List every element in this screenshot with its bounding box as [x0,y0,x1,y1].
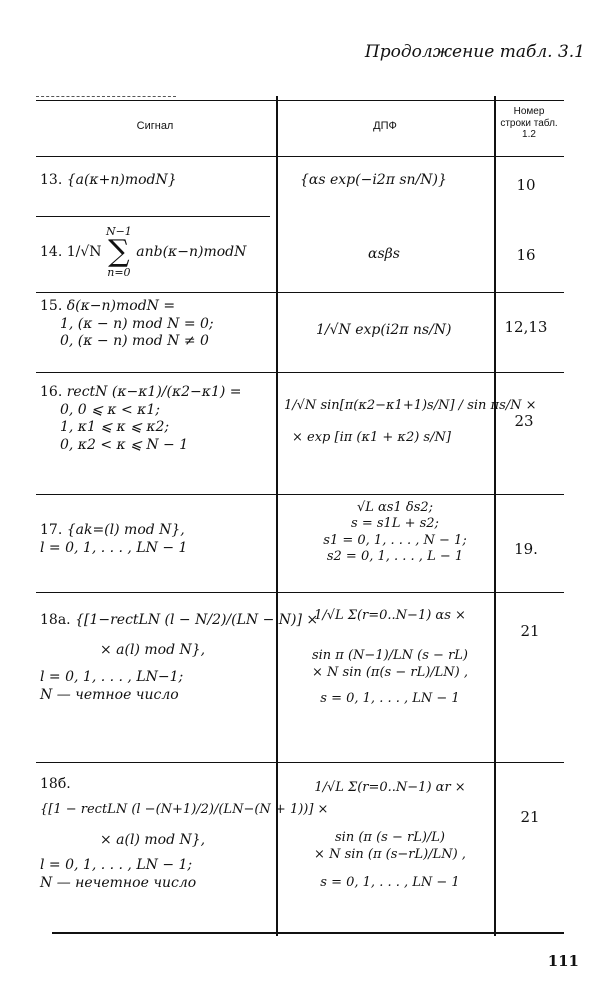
row-17-dft [300,500,490,565]
dft-line: s2 = 0, 1, . . . , L − 1 [326,548,464,564]
dft-expr: αsβs [368,246,400,262]
dft-line: 1/√L Σ(r=0..N−1) αr × [314,780,466,795]
row-14 [40,226,246,278]
row-18b [40,776,328,892]
sum-upper: N−1 [105,225,132,238]
header-top-rule [36,100,564,101]
dft-line: 1/√N sin[π(κ2−κ1+1)s/N] / sin πs/N × [284,398,537,413]
row-id: 18а. [40,612,71,628]
dft-line: 1/√L Σ(r=0..N−1) αs × [314,608,466,623]
dft-line: sin π (N−1)/LN (s − rL) [311,648,469,664]
row-14-dft [368,246,400,264]
signal-case: 0, 0 ⩽ κ < κ1; [60,401,160,418]
row-rule [36,216,270,217]
sum-lower: n=0 [107,266,131,279]
row-15 [40,298,214,351]
row-18b-ref: 21 [520,808,540,826]
signal-line: δ(κ−n)modN = [66,298,176,314]
row-id: 16. [40,384,63,400]
row-13-ref: 10 [516,176,536,194]
row-16-ref: 23 [514,412,534,430]
signal-line: l = 0, 1, . . . , LN−1; [40,669,184,685]
header-bottom-rule [36,156,564,157]
col-header-ref: Номер строки табл. 1.2 [500,106,558,140]
signal-case: 1, κ1 ⩽ κ ⩽ κ2; [60,419,170,435]
row-rule [36,762,564,763]
row-id: 15. [40,298,63,314]
row-rule [36,592,564,593]
dft-line: s = 0, 1, . . . , LN − 1 [320,690,460,706]
page-number: 111 [547,952,579,970]
row-18a [40,612,318,704]
signal-line: × a(l) mod N}, [100,641,206,658]
signal-line: rectN (κ−κ1)/(κ2−κ1) = [66,384,242,400]
row-rule [36,372,564,373]
sigma-icon: ∑ [108,234,130,269]
dft-line: √L αs1 δs2; [356,500,434,515]
row-17 [40,522,187,557]
signal-line: {[1−rectLN (l − N/2)/(LN − N)] × [75,612,319,628]
row-14-ref: 16 [516,246,536,264]
row-rule [36,292,564,293]
row-13-dft [300,172,447,190]
top-rule-dashed [36,96,176,98]
col-separator-2 [494,96,496,936]
row-id: 18б. [40,776,71,792]
row-18a-ref: 21 [520,622,540,640]
row-id: 17. [40,522,63,538]
row-rule [36,494,564,495]
dft-line: sin (π (s − rL)/L) [335,830,445,846]
table-bottom-rule [52,932,564,934]
signal-case: 1, (κ − n) mod N = 0; [60,315,214,332]
sum-operator [106,226,132,278]
row-13 [40,172,177,190]
signal-case: 0, κ2 < κ ⩽ N − 1 [60,436,189,453]
signal-line: {[1 − rectLN (l −(N+1)/2)/(LN−(N + 1))] × [40,801,329,817]
signal-line: × a(l) mod N}, [100,831,206,848]
row-15-dft [316,322,452,340]
signal-term: anb(κ−n)modN [136,244,247,260]
row-18a-dft [288,608,492,707]
col-header-dft: ДПФ [373,120,397,132]
row-id: 13. [40,172,63,188]
signal-line: N — четное число [40,686,179,703]
dft-line: × exp [iπ (κ1 + κ2) s/N] [292,430,451,446]
dft-line: s1 = 0, 1, . . . , N − 1; [323,532,467,548]
row-16 [40,384,242,454]
signal-case: 0, (κ − n) mod N ≠ 0 [60,333,209,349]
dft-line: s = s1L + s2; [351,516,439,532]
signal-prefix: 1/√N [66,244,102,260]
dft-line: × N sin (π(s − rL)/LN) , [311,664,469,680]
signal-line: N — нечетное число [40,874,197,891]
signal-line: l = 0, 1, . . . , LN − 1; [40,857,193,874]
row-18b-dft [288,780,492,891]
continuation-header: Продолжение табл. 3.1 [364,42,585,62]
row-17-ref: 19. [514,540,538,558]
dft-line: × N sin (π (s−rL)/LN) , [314,846,466,862]
dft-line: s = 0, 1, . . . , LN − 1 [320,874,460,890]
row-id: 14. [40,244,63,260]
signal-line: {ak=(l) mod N}, [66,522,185,538]
row-15-ref: 12,13 [504,318,548,336]
signal-expr: {a(κ+n)modN} [66,172,177,188]
dft-expr: {αs exp(−i2π sn/N)} [300,172,447,188]
col-header-signal: Сигнал [136,120,174,132]
signal-line: l = 0, 1, . . . , LN − 1 [40,539,188,556]
dft-expr: 1/√N exp(i2π ns/N) [316,322,452,338]
